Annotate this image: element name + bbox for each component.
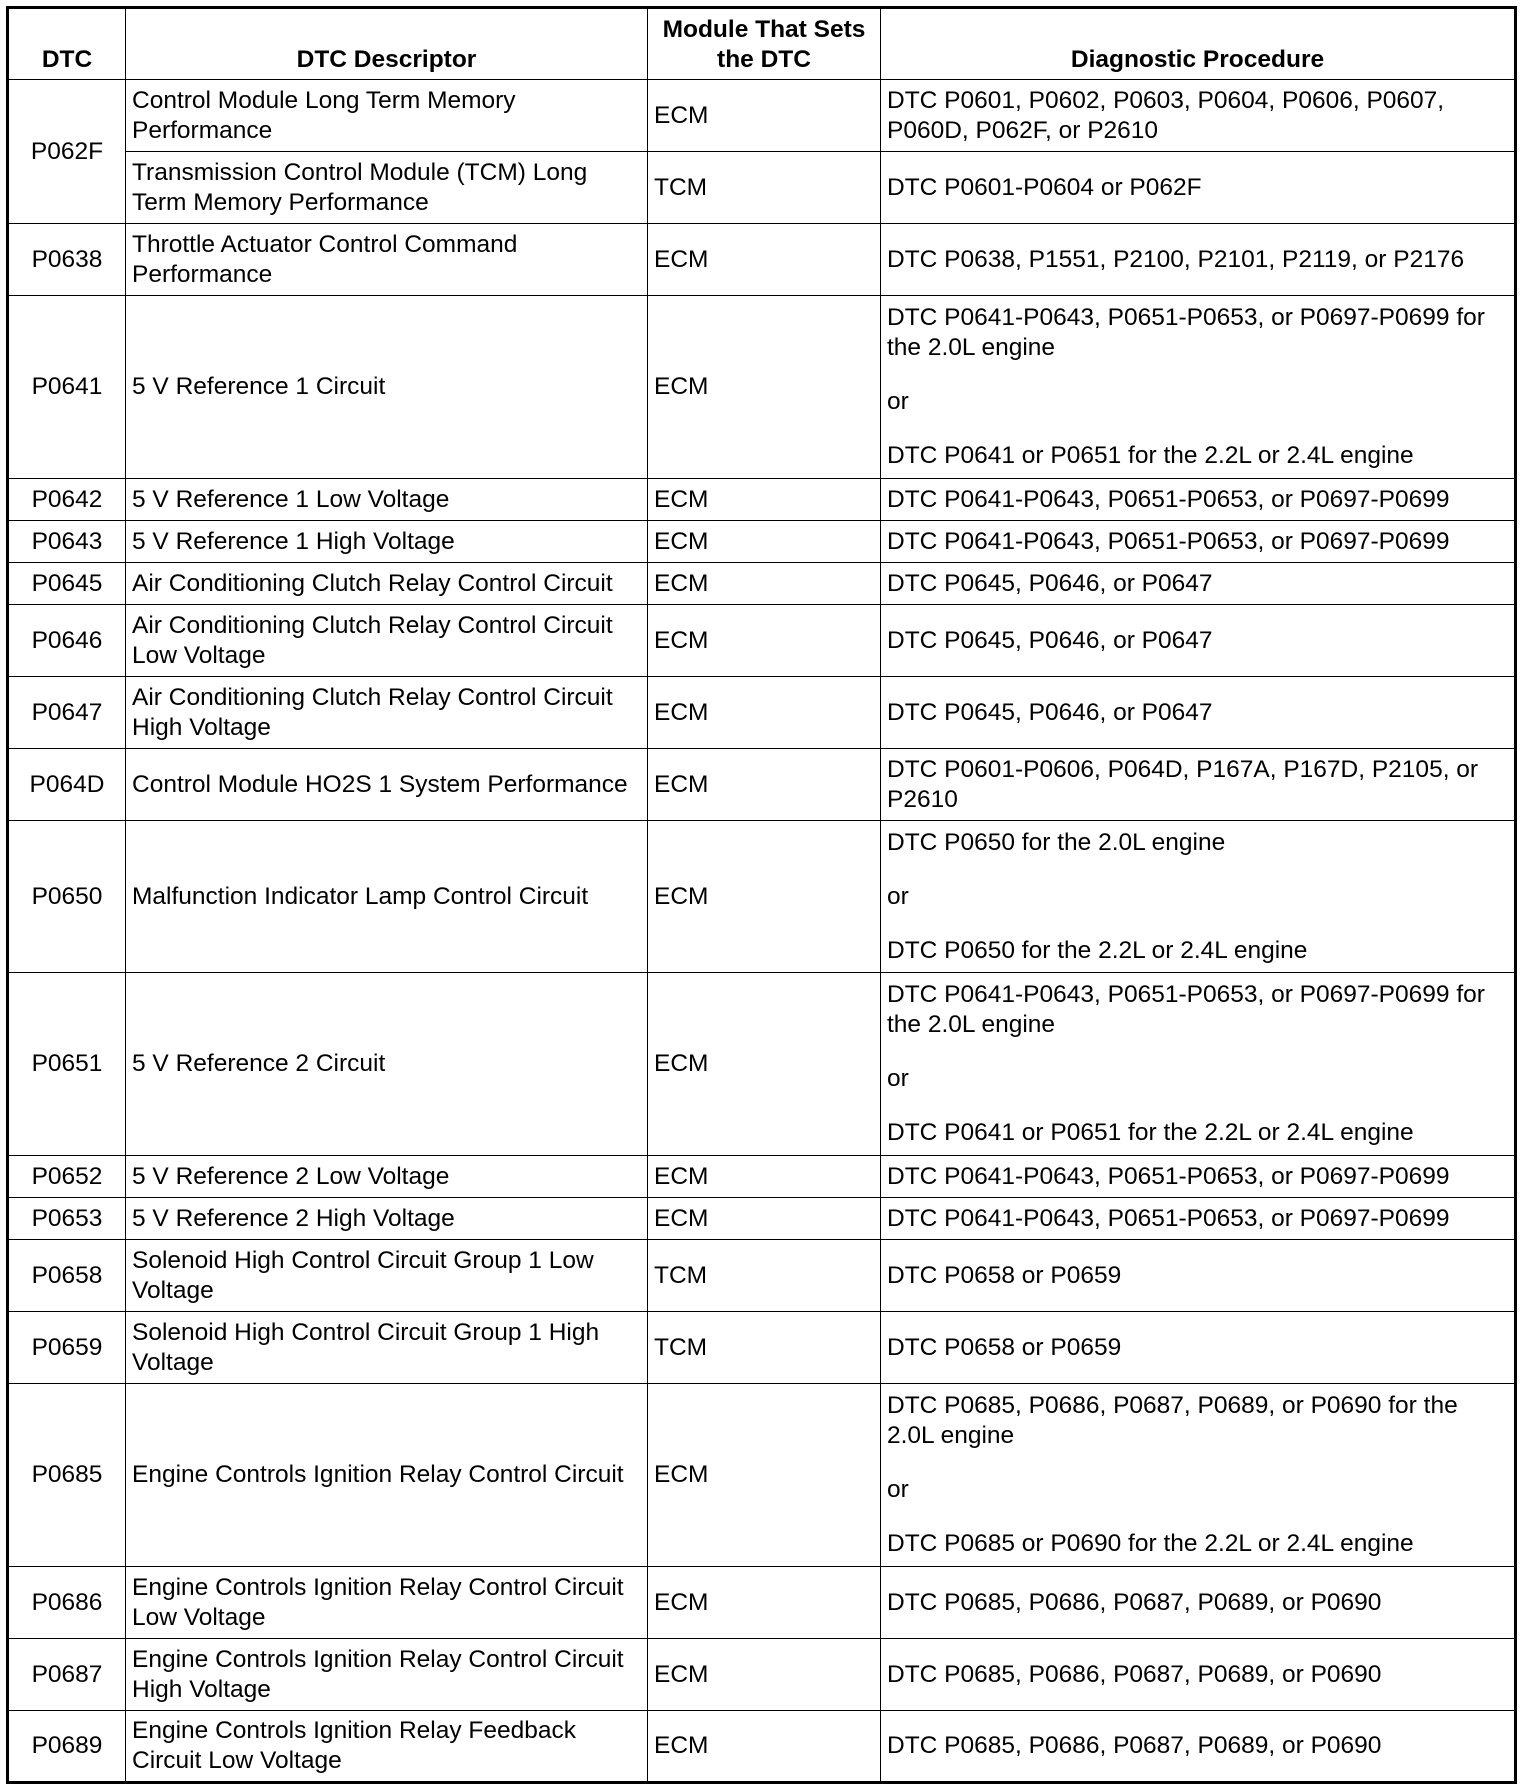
table-header-row bbox=[8, 8, 1516, 80]
descriptor-cell: Transmission Control Module (TCM) Long Term Memory Performance bbox=[126, 152, 648, 224]
dtc-code-cell: P0659 bbox=[8, 1312, 126, 1384]
procedure-line: DTC P0641-P0643, P0651-P0653, or P0697-P0699 bbox=[887, 1162, 1450, 1190]
procedure-line: DTC P0685, P0686, P0687, P0689, or P0690 bbox=[887, 1588, 1382, 1616]
procedure-cell bbox=[881, 1567, 1516, 1639]
procedure-line: DTC P0641-P0643, P0651-P0653, or P0697-P0699 bbox=[887, 485, 1450, 513]
procedure-line: DTC P0601-P0606, P064D, P167A, P167D, P2105, or P2610 bbox=[887, 755, 1479, 813]
table-row bbox=[8, 563, 1516, 605]
dtc-code-cell: P0645 bbox=[8, 563, 126, 605]
descriptor-cell: Control Module HO2S 1 System Performance bbox=[126, 749, 648, 821]
procedure-line: DTC P0641 or P0651 for the 2.2L or 2.4L engine bbox=[887, 1119, 1414, 1146]
procedure-line: DTC P0658 or P0659 bbox=[887, 1261, 1122, 1289]
dtc-code-cell: P0689 bbox=[8, 1711, 126, 1783]
procedure-line: DTC P0641-P0643, P0651-P0653, or P0697-P0699 for the 2.0L engine bbox=[887, 981, 1485, 1038]
paragraph-gap bbox=[887, 858, 1508, 882]
procedure-line: DTC P0601-P0604 or P062F bbox=[887, 173, 1202, 201]
procedure-line: DTC P0641-P0643, P0651-P0653, or P0697-P0699 for the 2.0L engine bbox=[887, 304, 1485, 361]
table-row bbox=[8, 1198, 1516, 1240]
procedure-line: DTC P0645, P0646, or P0647 bbox=[887, 698, 1213, 726]
procedure-cell bbox=[881, 605, 1516, 677]
descriptor-cell: 5 V Reference 2 Low Voltage bbox=[126, 1156, 648, 1198]
procedure-cell bbox=[881, 973, 1516, 1156]
procedure-cell bbox=[881, 1639, 1516, 1711]
descriptor-cell: Solenoid High Control Circuit Group 1 High Voltage bbox=[126, 1312, 648, 1384]
paragraph-gap bbox=[887, 912, 1508, 936]
table-body bbox=[8, 80, 1516, 1783]
procedure-line: DTC P0645, P0646, or P0647 bbox=[887, 626, 1213, 654]
dtc-code-cell: P0646 bbox=[8, 605, 126, 677]
dtc-code-cell: P0642 bbox=[8, 479, 126, 521]
module-cell: ECM bbox=[648, 973, 881, 1156]
procedure-line: DTC P0641-P0643, P0651-P0653, or P0697-P0699 bbox=[887, 527, 1450, 555]
descriptor-cell: Control Module Long Term Memory Performance bbox=[126, 80, 648, 152]
module-cell: ECM bbox=[648, 821, 881, 973]
table-row bbox=[8, 1312, 1516, 1384]
descriptor-cell: Malfunction Indicator Lamp Control Circuit bbox=[126, 821, 648, 973]
procedure-cell bbox=[881, 224, 1516, 296]
table-row bbox=[8, 1567, 1516, 1639]
procedure-cell bbox=[881, 80, 1516, 152]
table-row bbox=[8, 749, 1516, 821]
procedure-line: or bbox=[887, 1476, 909, 1503]
dtc-code-cell: P0653 bbox=[8, 1198, 126, 1240]
module-cell: ECM bbox=[648, 749, 881, 821]
procedure-line: DTC P0641-P0643, P0651-P0653, or P0697-P0699 bbox=[887, 1204, 1450, 1232]
procedure-cell bbox=[881, 563, 1516, 605]
procedure-line: or bbox=[887, 1065, 909, 1092]
module-cell: TCM bbox=[648, 152, 881, 224]
module-cell: ECM bbox=[648, 1156, 881, 1198]
module-cell: ECM bbox=[648, 80, 881, 152]
table-row bbox=[8, 479, 1516, 521]
dtc-code-cell: P0685 bbox=[8, 1384, 126, 1567]
procedure-cell bbox=[881, 1711, 1516, 1783]
header-descriptor: DTC Descriptor bbox=[126, 8, 648, 80]
dtc-code-cell: P0650 bbox=[8, 821, 126, 973]
procedure-line: DTC P0641 or P0651 for the 2.2L or 2.4L engine bbox=[887, 442, 1414, 469]
table-row bbox=[8, 296, 1516, 479]
table-row bbox=[8, 152, 1516, 224]
paragraph-gap bbox=[887, 1040, 1508, 1064]
descriptor-cell: Air Conditioning Clutch Relay Control Circuit Low Voltage bbox=[126, 605, 648, 677]
module-cell: ECM bbox=[648, 1711, 881, 1783]
module-cell: ECM bbox=[648, 479, 881, 521]
module-cell: ECM bbox=[648, 677, 881, 749]
descriptor-cell: 5 V Reference 1 Circuit bbox=[126, 296, 648, 479]
procedure-line: DTC P0650 for the 2.2L or 2.4L engine bbox=[887, 936, 1308, 964]
table-row bbox=[8, 973, 1516, 1156]
table-row bbox=[8, 677, 1516, 749]
table-row bbox=[8, 521, 1516, 563]
procedure-cell bbox=[881, 821, 1516, 973]
module-cell: ECM bbox=[648, 1384, 881, 1567]
module-cell: ECM bbox=[648, 1639, 881, 1711]
descriptor-cell: Solenoid High Control Circuit Group 1 Low Voltage bbox=[126, 1240, 648, 1312]
module-cell: ECM bbox=[648, 224, 881, 296]
table-row bbox=[8, 1711, 1516, 1783]
dtc-code-cell: P0652 bbox=[8, 1156, 126, 1198]
descriptor-cell: Engine Controls Ignition Relay Feedback Circuit Low Voltage bbox=[126, 1711, 648, 1783]
module-cell: TCM bbox=[648, 1312, 881, 1384]
header-procedure: Diagnostic Procedure bbox=[881, 8, 1516, 80]
procedure-line: or bbox=[887, 882, 909, 910]
dtc-code-cell: P064D bbox=[8, 749, 126, 821]
procedure-line: DTC P0658 or P0659 bbox=[887, 1333, 1122, 1361]
dtc-code-cell: P0651 bbox=[8, 973, 126, 1156]
descriptor-cell: 5 V Reference 2 Circuit bbox=[126, 973, 648, 1156]
table-row bbox=[8, 1639, 1516, 1711]
procedure-cell bbox=[881, 152, 1516, 224]
procedure-line: DTC P0685, P0686, P0687, P0689, or P0690 for the 2.0L engine bbox=[887, 1392, 1458, 1449]
dtc-code-cell: P062F bbox=[8, 80, 126, 224]
procedure-cell bbox=[881, 677, 1516, 749]
paragraph-gap bbox=[887, 417, 1508, 441]
paragraph-gap bbox=[887, 363, 1508, 387]
table-row bbox=[8, 605, 1516, 677]
module-cell: ECM bbox=[648, 1198, 881, 1240]
dtc-code-cell: P0641 bbox=[8, 296, 126, 479]
table-row bbox=[8, 1384, 1516, 1567]
descriptor-cell: Engine Controls Ignition Relay Control Circuit bbox=[126, 1384, 648, 1567]
procedure-line: DTC P0638, P1551, P2100, P2101, P2119, or P2176 bbox=[887, 245, 1465, 273]
module-cell: ECM bbox=[648, 1567, 881, 1639]
descriptor-cell: 5 V Reference 1 High Voltage bbox=[126, 521, 648, 563]
table-row bbox=[8, 224, 1516, 296]
dtc-code-cell: P0647 bbox=[8, 677, 126, 749]
paragraph-gap bbox=[887, 1505, 1508, 1529]
table-row bbox=[8, 821, 1516, 973]
procedure-line: DTC P0685, P0686, P0687, P0689, or P0690 bbox=[887, 1660, 1382, 1688]
procedure-cell bbox=[881, 1312, 1516, 1384]
module-cell: ECM bbox=[648, 521, 881, 563]
procedure-cell bbox=[881, 296, 1516, 479]
descriptor-cell: 5 V Reference 1 Low Voltage bbox=[126, 479, 648, 521]
dtc-code-cell: P0658 bbox=[8, 1240, 126, 1312]
descriptor-cell: Engine Controls Ignition Relay Control Circuit Low Voltage bbox=[126, 1567, 648, 1639]
module-cell: TCM bbox=[648, 1240, 881, 1312]
module-cell: ECM bbox=[648, 605, 881, 677]
table-row bbox=[8, 1240, 1516, 1312]
procedure-line: DTC P0650 for the 2.0L engine bbox=[887, 828, 1226, 856]
module-cell: ECM bbox=[648, 296, 881, 479]
descriptor-cell: 5 V Reference 2 High Voltage bbox=[126, 1198, 648, 1240]
procedure-cell bbox=[881, 521, 1516, 563]
descriptor-cell: Air Conditioning Clutch Relay Control Circuit bbox=[126, 563, 648, 605]
dtc-code-cell: P0686 bbox=[8, 1567, 126, 1639]
table-row bbox=[8, 80, 1516, 152]
dtc-code-cell: P0643 bbox=[8, 521, 126, 563]
procedure-line: DTC P0685, P0686, P0687, P0689, or P0690 bbox=[887, 1732, 1382, 1759]
procedure-line: DTC P0601, P0602, P0603, P0604, P0606, P0607, P060D, P062F, or P2610 bbox=[887, 86, 1445, 144]
procedure-cell bbox=[881, 1198, 1516, 1240]
procedure-cell bbox=[881, 1156, 1516, 1198]
procedure-line: or bbox=[887, 388, 909, 415]
header-module: Module That Sets the DTC bbox=[648, 8, 881, 80]
procedure-cell bbox=[881, 1384, 1516, 1567]
dtc-table bbox=[6, 6, 1517, 1784]
procedure-cell bbox=[881, 1240, 1516, 1312]
descriptor-cell: Throttle Actuator Control Command Performance bbox=[126, 224, 648, 296]
module-cell: ECM bbox=[648, 563, 881, 605]
descriptor-cell: Engine Controls Ignition Relay Control Circuit High Voltage bbox=[126, 1639, 648, 1711]
procedure-cell bbox=[881, 749, 1516, 821]
dtc-code-cell: P0687 bbox=[8, 1639, 126, 1711]
descriptor-cell: Air Conditioning Clutch Relay Control Circuit High Voltage bbox=[126, 677, 648, 749]
procedure-cell bbox=[881, 479, 1516, 521]
procedure-line: DTC P0685 or P0690 for the 2.2L or 2.4L engine bbox=[887, 1530, 1414, 1557]
paragraph-gap bbox=[887, 1451, 1508, 1475]
header-dtc: DTC bbox=[8, 8, 126, 80]
paragraph-gap bbox=[887, 1094, 1508, 1118]
procedure-line: DTC P0645, P0646, or P0647 bbox=[887, 569, 1213, 597]
dtc-code-cell: P0638 bbox=[8, 224, 126, 296]
table-row bbox=[8, 1156, 1516, 1198]
